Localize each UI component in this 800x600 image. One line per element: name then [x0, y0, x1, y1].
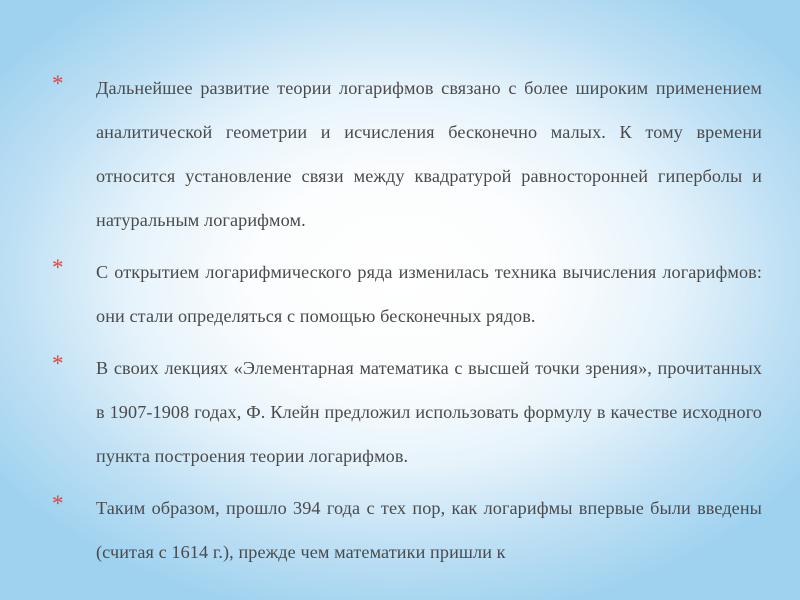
- paragraph-text: В своих лекциях «Элементарная математика с высшей точки зрения», прочитанных в 1907-1908 годах, Ф. Клейн предложил использовать формулу в качестве исходного пункта построения теории логарифмов.: [96, 358, 762, 466]
- paragraph-text: Таким образом, прошло 394 года с тех пор, как логарифмы впервые были введены (считая с 1614 г.), прежде чем математики пришли к: [96, 498, 762, 562]
- paragraph-text: С открытием логарифмического ряда изменилась техника вычисления логарифмов: они стали определяться с помощью бесконечных рядов.: [96, 262, 762, 326]
- bullet-item: [52, 250, 762, 338]
- asterisk-bullet-icon: *: [52, 255, 64, 280]
- bullet-item: [52, 66, 762, 242]
- bullet-item: [52, 346, 762, 478]
- asterisk-bullet-icon: *: [52, 71, 64, 96]
- asterisk-bullet-icon: *: [52, 351, 64, 376]
- bullet-item: [52, 486, 762, 574]
- paragraph-text: Дальнейшее развитие теории логарифмов связано с более широким применением аналитической геометрии и исчисления бесконечно малых. К тому времени относится установление связи между квадратурой равносторонней гиперболы и натуральным логарифмом.: [96, 78, 762, 230]
- asterisk-bullet-icon: *: [52, 491, 64, 516]
- bullet-list: [52, 66, 762, 582]
